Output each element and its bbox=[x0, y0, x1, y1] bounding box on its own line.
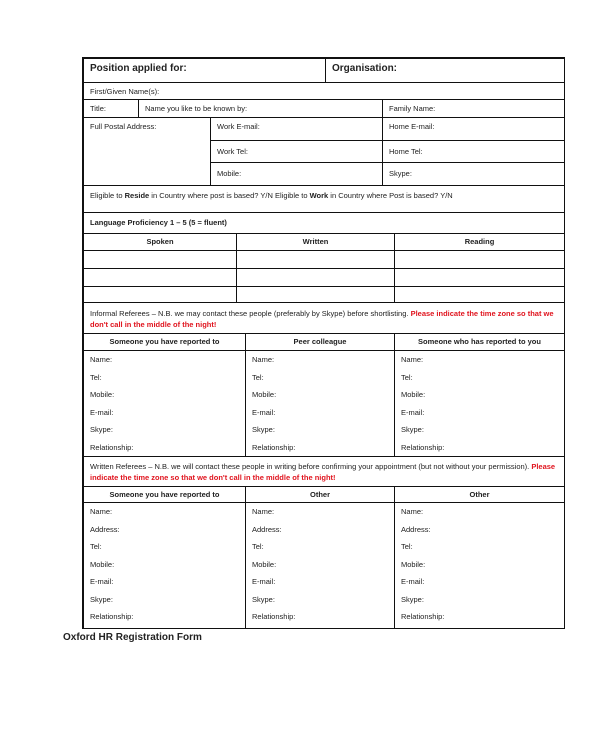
position-applied-field[interactable] bbox=[83, 58, 326, 83]
language-cell[interactable] bbox=[236, 286, 395, 303]
organisation-field[interactable] bbox=[325, 58, 565, 83]
field-label: Address: bbox=[90, 524, 120, 534]
title-label: Title: bbox=[90, 104, 106, 113]
language-cell[interactable] bbox=[236, 250, 395, 269]
field-label: Address: bbox=[252, 524, 282, 534]
field-label: Mobile: bbox=[252, 559, 277, 569]
skype-field[interactable] bbox=[382, 162, 565, 186]
field-label: Skype: bbox=[401, 594, 424, 604]
field-label: E-mail: bbox=[252, 577, 276, 586]
field-label: Relationship: bbox=[252, 442, 296, 452]
written-col-3: Other bbox=[394, 486, 565, 503]
language-title bbox=[83, 212, 565, 234]
language-title-text: Language Proficiency 1 – 5 (5 = fluent) bbox=[90, 218, 227, 227]
informal-warning-text: Please indicate the time zone so that we don't call in the middle of the night! bbox=[90, 309, 554, 329]
first-name-label: First/Given Name(s): bbox=[90, 87, 160, 96]
language-cell[interactable] bbox=[394, 268, 565, 287]
field-label: Relationship: bbox=[90, 612, 134, 621]
field-label: Name: bbox=[401, 507, 424, 516]
language-cell[interactable] bbox=[394, 286, 565, 303]
work-email-label: Work E-mail: bbox=[217, 122, 260, 131]
known-as-label: Name you like to be known by: bbox=[145, 104, 248, 113]
field-label: Relationship: bbox=[401, 612, 445, 621]
field-label: Skype: bbox=[401, 425, 424, 434]
work-tel-label: Work Tel: bbox=[217, 147, 248, 156]
field-label: Name: bbox=[90, 355, 113, 364]
field-label: Skype: bbox=[252, 425, 275, 434]
field-label: Tel: bbox=[90, 542, 102, 551]
field-label: Skype: bbox=[90, 594, 113, 604]
home-tel-field[interactable] bbox=[382, 140, 565, 163]
language-col-reading: Reading bbox=[394, 233, 565, 251]
field-label: Name: bbox=[401, 355, 424, 364]
postal-address-label: Full Postal Address: bbox=[90, 122, 157, 131]
field-label: Name: bbox=[252, 507, 275, 516]
informal-referee-2[interactable] bbox=[245, 350, 395, 457]
organisation-label: Organisation: bbox=[332, 63, 398, 74]
language-cell[interactable] bbox=[83, 250, 237, 269]
home-email-field[interactable] bbox=[382, 117, 565, 141]
informal-col-1: Someone you have reported to bbox=[83, 333, 246, 351]
informal-referee-1[interactable] bbox=[83, 350, 246, 457]
field-label: E-mail: bbox=[401, 407, 425, 417]
informal-referees-note bbox=[83, 302, 565, 334]
field-label: Mobile: bbox=[401, 559, 426, 569]
mobile-label: Mobile: bbox=[217, 169, 242, 178]
field-label: Mobile: bbox=[252, 390, 277, 399]
informal-col-2: Peer colleague bbox=[245, 333, 395, 351]
work-email-field[interactable] bbox=[210, 117, 383, 141]
field-label: E-mail: bbox=[90, 577, 114, 586]
field-label: E-mail: bbox=[90, 407, 114, 417]
home-tel-label: Home Tel: bbox=[389, 147, 423, 156]
title-field[interactable] bbox=[83, 99, 139, 118]
eligibility-text: in Country where Post is based? Y/N bbox=[328, 191, 453, 200]
position-label: Position applied for: bbox=[90, 63, 187, 74]
written-col-1: Someone you have reported to bbox=[83, 486, 246, 503]
language-col-spoken: Spoken bbox=[83, 233, 237, 251]
field-label: Mobile: bbox=[401, 390, 426, 399]
work-tel-field[interactable] bbox=[210, 140, 383, 163]
field-label: Mobile: bbox=[90, 390, 115, 399]
postal-address-field[interactable] bbox=[83, 117, 211, 186]
field-label: Tel: bbox=[252, 372, 264, 382]
field-label: Relationship: bbox=[252, 612, 296, 621]
field-label: Tel: bbox=[90, 372, 102, 382]
field-label: Skype: bbox=[90, 425, 113, 434]
informal-note-text: Informal Referees – N.B. we may contact these people (preferably by Skype) before shortlisting. bbox=[90, 309, 411, 318]
language-cell[interactable] bbox=[83, 268, 237, 287]
written-warning-text: Please indicate the time zone so that we don't call in the middle of the night! bbox=[90, 462, 556, 482]
informal-referee-3[interactable] bbox=[394, 350, 565, 457]
informal-col-3: Someone who has reported to you bbox=[394, 333, 565, 351]
written-referee-1[interactable] bbox=[83, 502, 246, 629]
family-name-field[interactable] bbox=[382, 99, 565, 118]
written-referees-note bbox=[83, 456, 565, 487]
field-label: Name: bbox=[90, 507, 113, 516]
field-label: Tel: bbox=[252, 542, 264, 551]
form-title: Oxford HR Registration Form bbox=[63, 632, 202, 643]
field-label: Mobile: bbox=[90, 559, 115, 569]
skype-label: Skype: bbox=[389, 169, 412, 178]
first-name-field[interactable] bbox=[83, 82, 565, 100]
language-col-written: Written bbox=[236, 233, 395, 251]
field-label: Address: bbox=[401, 524, 431, 534]
language-cell[interactable] bbox=[83, 286, 237, 303]
home-email-label: Home E-mail: bbox=[389, 122, 435, 131]
written-col-2: Other bbox=[245, 486, 395, 503]
written-note-text: Written Referees – N.B. we will contact these people in writing before confirming your appointment (but not without your permission). bbox=[90, 462, 532, 471]
work-label: Work bbox=[309, 191, 329, 200]
eligibility-row[interactable] bbox=[83, 185, 565, 213]
field-label: Relationship: bbox=[90, 442, 134, 452]
field-label: Relationship: bbox=[401, 442, 445, 452]
mobile-field[interactable] bbox=[210, 162, 383, 186]
written-referee-2[interactable] bbox=[245, 502, 395, 629]
language-cell[interactable] bbox=[394, 250, 565, 269]
field-label: Tel: bbox=[401, 372, 413, 382]
language-cell[interactable] bbox=[236, 268, 395, 287]
field-label: Skype: bbox=[252, 594, 275, 604]
field-label: Tel: bbox=[401, 542, 413, 551]
eligibility-text: in Country where post is based? Y/N Eligible to bbox=[149, 191, 310, 200]
field-label: E-mail: bbox=[401, 577, 425, 586]
written-referee-3[interactable] bbox=[394, 502, 565, 629]
field-label: Name: bbox=[252, 355, 275, 364]
known-as-field[interactable] bbox=[138, 99, 383, 118]
family-name-label: Family Name: bbox=[389, 104, 436, 113]
field-label: E-mail: bbox=[252, 407, 276, 417]
eligibility-text: Eligible to bbox=[90, 191, 125, 200]
reside-label: Reside bbox=[124, 191, 150, 200]
